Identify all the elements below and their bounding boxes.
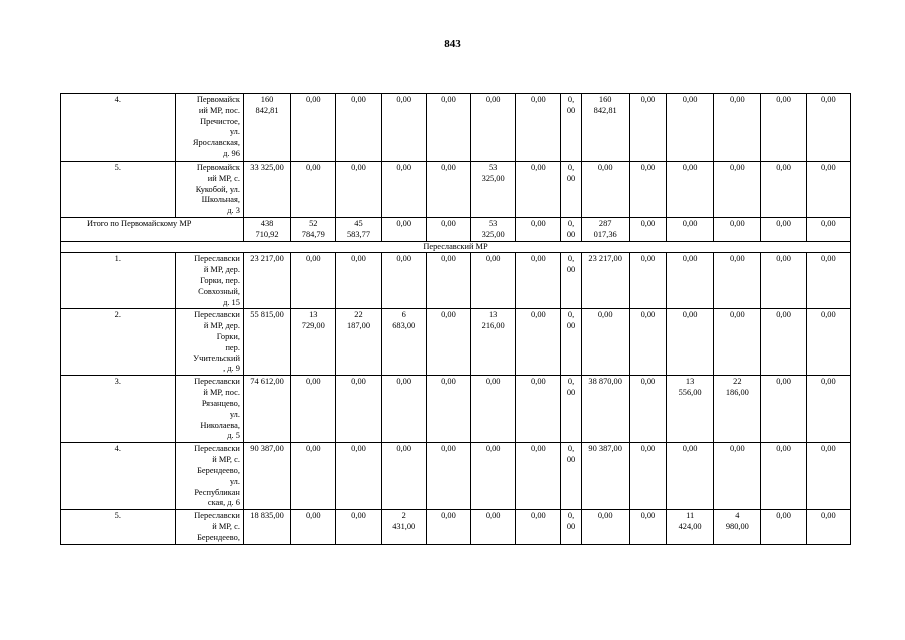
value-cell: 23 217,00 [581, 253, 629, 309]
value-cell: 0,00 [336, 376, 381, 443]
value-cell: 18 835,00 [243, 510, 290, 544]
cell-line: 710,92 [255, 229, 279, 239]
value-cell: 0,00 [761, 162, 806, 218]
value-cell [471, 217, 516, 241]
value-cell: 0,00 [629, 443, 666, 510]
cell-line: ул. [229, 476, 240, 486]
value-cell [291, 309, 336, 376]
value-cell: 0,00 [336, 253, 381, 309]
value-cell: 0,00 [336, 162, 381, 218]
value-cell [291, 217, 336, 241]
cell-line: 2 [401, 511, 406, 521]
cell-line: 45 [354, 218, 363, 228]
value-cell [381, 309, 426, 376]
value-cell: 0,00 [426, 443, 470, 510]
value-cell: 0,00 [426, 510, 470, 544]
value-cell: 0,00 [381, 443, 426, 510]
cell-line: ий МР, с. [207, 173, 240, 183]
value-cell [243, 94, 290, 162]
value-cell: 90 387,00 [243, 443, 290, 510]
page-number: 843 [444, 38, 461, 50]
table-row [61, 376, 851, 443]
value-cell [381, 510, 426, 544]
cell-line: 784,79 [301, 229, 325, 239]
cell-line: пер. [225, 342, 240, 352]
cell-line: д. 15 [223, 297, 240, 307]
cell-line: Берендеево, [197, 532, 240, 542]
cell-line: 842,81 [593, 105, 617, 115]
table-row [61, 162, 851, 218]
cell-line: Кукобой, ул. [195, 184, 240, 194]
value-cell: 0,00 [426, 253, 470, 309]
row-number: 3. [61, 376, 176, 443]
value-cell: 38 870,00 [581, 376, 629, 443]
value-cell [336, 309, 381, 376]
value-cell: 0,00 [666, 253, 713, 309]
cell-line: 4 [735, 511, 740, 521]
value-cell: 0, 00 [561, 217, 581, 241]
cell-line: 6 [401, 310, 406, 320]
cell-line: 683,00 [392, 321, 416, 331]
cell-line: Первомайск [196, 95, 240, 104]
value-cell: 0,00 [761, 510, 806, 544]
value-cell: 0,00 [471, 443, 516, 510]
value-cell [714, 510, 761, 544]
cell-line: й МР, дер. [203, 321, 240, 331]
value-cell: 0,00 [761, 443, 806, 510]
cell-line: ул. [229, 127, 240, 137]
value-cell: 0,00 [761, 253, 806, 309]
cell-line: й МР, пос. [203, 388, 240, 398]
row-number: 4. [61, 443, 176, 510]
value-cell: 0,00 [806, 309, 850, 376]
value-cell: 0,00 [806, 94, 850, 162]
value-cell: 0,00 [761, 376, 806, 443]
value-cell: 0,00 [516, 376, 561, 443]
cell-line: 431,00 [392, 522, 416, 532]
value-cell: 0,00 [714, 162, 761, 218]
value-cell [666, 510, 713, 544]
value-cell: 0,00 [291, 162, 336, 218]
row-number: 4. [61, 94, 176, 162]
address-cell [175, 510, 243, 544]
cell-line: Первомайск [196, 163, 240, 172]
cell-line: Совхозный, [198, 286, 240, 296]
value-cell: 0,00 [629, 510, 666, 544]
total-row [61, 217, 851, 241]
cell-line: 583,77 [346, 229, 370, 239]
cell-line: й МР, с. [212, 455, 240, 465]
cell-line: ская, д. 6 [207, 498, 240, 508]
value-cell [714, 376, 761, 443]
row-number: 5. [61, 510, 176, 544]
cell-line: 216,00 [481, 321, 505, 331]
value-cell: 0,00 [714, 217, 761, 241]
value-cell: 0,00 [666, 94, 713, 162]
cell-line: ий МР, пос. [198, 105, 240, 115]
section-row [61, 241, 851, 253]
value-cell: 0,00 [426, 309, 470, 376]
cell-line: 22 [354, 310, 363, 320]
cell-line: Горки, пер. [200, 275, 240, 285]
cell-line: Берендеево, [197, 465, 240, 475]
value-cell: 0,00 [806, 217, 850, 241]
value-cell: 0,00 [471, 94, 516, 162]
value-cell: 0,00 [336, 94, 381, 162]
cell-line: 13 [685, 377, 695, 387]
value-cell: 55 815,00 [243, 309, 290, 376]
value-cell [471, 162, 516, 218]
cell-line: д. 96 [223, 148, 240, 158]
value-cell: 0,00 [471, 376, 516, 443]
value-cell: 0,00 [666, 217, 713, 241]
cell-line: 160 [260, 95, 274, 104]
value-cell: 0,00 [806, 253, 850, 309]
table-row [61, 443, 851, 510]
value-cell: 0,00 [629, 253, 666, 309]
value-cell: 0,00 [381, 162, 426, 218]
cell-line: д. 3 [227, 206, 240, 216]
cell-line: Школьная, [201, 195, 240, 205]
value-cell: 0,00 [516, 94, 561, 162]
cell-line: 424,00 [678, 522, 702, 532]
value-cell: 0,00 [471, 253, 516, 309]
cell-line: Переславски [194, 254, 240, 264]
value-cell: 0,00 [666, 443, 713, 510]
cell-line: й МР, с. [212, 522, 240, 532]
value-cell [581, 94, 629, 162]
value-cell: 0,00 [714, 253, 761, 309]
table-row [61, 510, 851, 544]
value-cell: 0,00 [581, 309, 629, 376]
value-cell: 0,00 [291, 443, 336, 510]
value-cell [336, 217, 381, 241]
address-cell [175, 253, 243, 309]
value-cell [666, 376, 713, 443]
cell-line: 52 [309, 218, 318, 228]
table-row [61, 309, 851, 376]
value-cell: 0,00 [381, 253, 426, 309]
value-cell: 0,00 [761, 217, 806, 241]
cell-line: Переславски [194, 511, 240, 521]
cell-line: ул. [229, 409, 240, 419]
cell-line: 729,00 [301, 321, 325, 331]
address-cell [175, 376, 243, 443]
value-cell: 0, 00 [561, 376, 581, 443]
cell-line: Ярославская, [192, 138, 240, 148]
value-cell: 0,00 [761, 309, 806, 376]
cell-line: 842,81 [255, 105, 279, 115]
value-cell: 0,00 [336, 510, 381, 544]
value-cell: 74 612,00 [243, 376, 290, 443]
value-cell: 0,00 [426, 94, 470, 162]
cell-line: Рязанцево, [201, 398, 240, 408]
value-cell: 0, 00 [561, 94, 581, 162]
value-cell: 0, 00 [561, 162, 581, 218]
value-cell: 0,00 [516, 162, 561, 218]
cell-line: 160 [598, 95, 612, 104]
value-cell: 0,00 [291, 94, 336, 162]
cell-line: 187,00 [346, 321, 370, 331]
table-row [61, 253, 851, 309]
cell-line: 53 [488, 218, 498, 228]
address-cell [175, 162, 243, 218]
value-cell [581, 217, 629, 241]
cell-line: , д. 9 [223, 364, 240, 374]
value-cell: 0,00 [666, 309, 713, 376]
value-cell: 0,00 [581, 510, 629, 544]
row-number: 1. [61, 253, 176, 309]
value-cell: 0,00 [629, 376, 666, 443]
value-cell: 0,00 [291, 253, 336, 309]
value-cell: 0,00 [381, 94, 426, 162]
cell-line: 287 [598, 218, 612, 228]
cell-line: 980,00 [725, 522, 749, 532]
cell-line: й МР, дер. [203, 265, 240, 275]
value-cell: 0,00 [516, 510, 561, 544]
value-cell: 0,00 [629, 162, 666, 218]
value-cell: 0, 00 [561, 510, 581, 544]
table-row [61, 94, 851, 162]
value-cell: 0,00 [581, 162, 629, 218]
value-cell: 0,00 [761, 94, 806, 162]
cell-line: 438 [260, 218, 274, 228]
value-cell: 0,00 [381, 217, 426, 241]
data-table [60, 93, 851, 545]
value-cell: 23 217,00 [243, 253, 290, 309]
value-cell: 0,00 [426, 162, 470, 218]
row-number: 5. [61, 162, 176, 218]
value-cell: 0,00 [291, 510, 336, 544]
value-cell: 0,00 [471, 510, 516, 544]
value-cell: 90 387,00 [581, 443, 629, 510]
value-cell [471, 309, 516, 376]
address-cell [175, 443, 243, 510]
cell-line: Горки, [216, 331, 240, 341]
value-cell: 0,00 [806, 162, 850, 218]
cell-line: 11 [686, 511, 695, 521]
value-cell: 0,00 [714, 309, 761, 376]
address-cell [175, 309, 243, 376]
cell-line: Республикан [194, 487, 240, 497]
row-number: 2. [61, 309, 176, 376]
value-cell: 0,00 [291, 376, 336, 443]
value-cell: 0,00 [714, 94, 761, 162]
cell-line: Переславски [194, 377, 240, 387]
value-cell: 0,00 [629, 309, 666, 376]
cell-line: 13 [488, 310, 498, 320]
cell-line: 186,00 [725, 388, 749, 398]
value-cell: 0,00 [516, 253, 561, 309]
value-cell: 0,00 [629, 217, 666, 241]
value-cell: 0,00 [516, 217, 561, 241]
cell-line: Переславски [194, 310, 240, 320]
value-cell: 0,00 [516, 443, 561, 510]
value-cell: 0,00 [666, 162, 713, 218]
value-cell: 0,00 [629, 94, 666, 162]
cell-line: 325,00 [481, 173, 505, 183]
value-cell: 0,00 [426, 217, 470, 241]
value-cell: 0,00 [426, 376, 470, 443]
cell-line: 53 [488, 163, 498, 172]
cell-line: Переславски [194, 444, 240, 454]
cell-line: д. 5 [227, 431, 240, 441]
value-cell: 0, 00 [561, 253, 581, 309]
value-cell: 0,00 [714, 443, 761, 510]
value-cell: 0,00 [516, 309, 561, 376]
value-cell: 0, 00 [561, 443, 581, 510]
value-cell: 0,00 [336, 443, 381, 510]
value-cell: 0, 00 [561, 309, 581, 376]
cell-line: Пречистое, [200, 116, 240, 126]
value-cell: 0,00 [381, 376, 426, 443]
cell-line: Николаева, [200, 420, 240, 430]
cell-line: Учительский [193, 353, 240, 363]
value-cell [243, 217, 290, 241]
value-cell: 0,00 [806, 376, 850, 443]
total-label: Итого по Первомайскому МР [61, 217, 244, 241]
cell-line: 556,00 [678, 388, 702, 398]
cell-line: 325,00 [481, 229, 505, 239]
value-cell: 0,00 [806, 443, 850, 510]
address-cell [175, 94, 243, 162]
cell-line: 017,36 [593, 229, 617, 239]
cell-line: 22 [733, 377, 742, 387]
section-title: Переславский МР [61, 241, 851, 253]
cell-line: 13 [309, 310, 318, 320]
value-cell: 0,00 [806, 510, 850, 544]
value-cell: 33 325,00 [243, 162, 290, 218]
